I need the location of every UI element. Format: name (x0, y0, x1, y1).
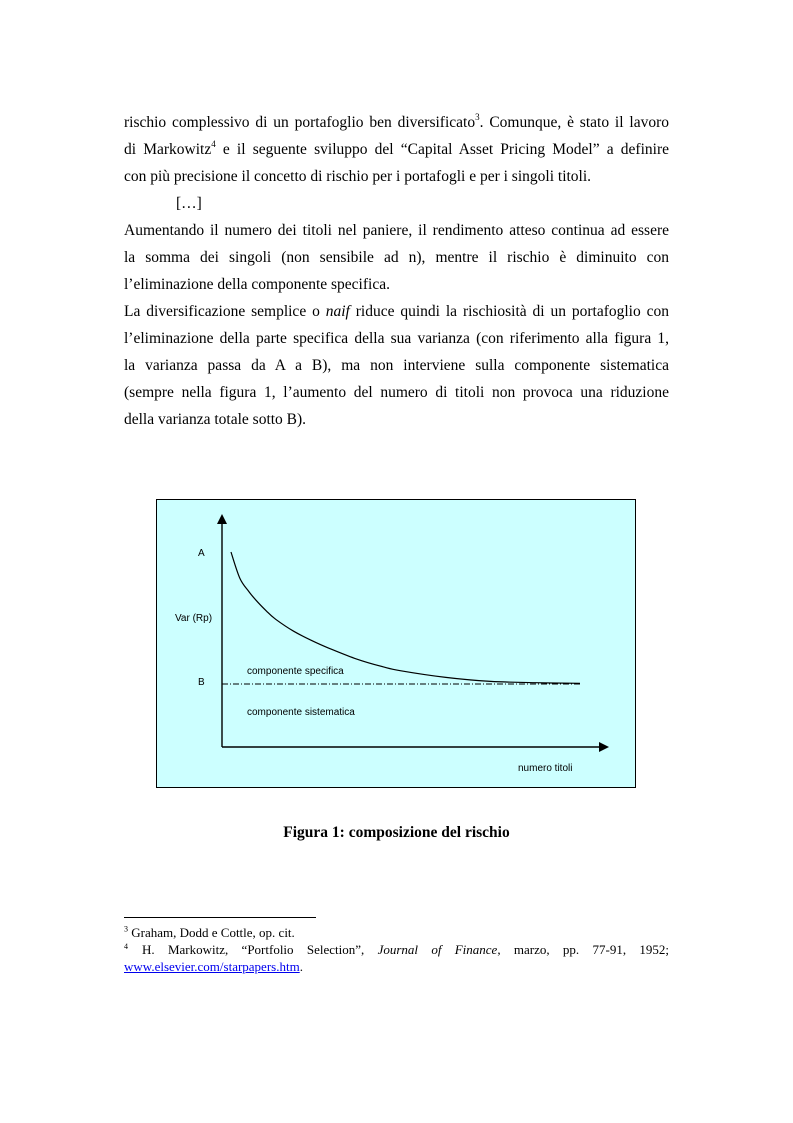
region-label-sistematica: componente sistematica (247, 707, 355, 718)
ellipsis: […] (176, 195, 202, 212)
body-text (124, 109, 669, 433)
footnote-separator (124, 917, 316, 918)
footnote-3: $^3$ Graham, Dodd e Cottle, op. cit. (124, 924, 295, 940)
body-line: di Markowitz$^4$ e il seguente sviluppo del “Capital Asset Pricing Model” a definire (124, 138, 669, 158)
region-label-specifica: componente specifica (247, 666, 344, 677)
body-line: l’eliminazione della parte specifica della sua varianza (con riferimento alla figura 1, (124, 330, 669, 347)
body-line: con più precisione il concetto di rischio per i portafogli e per i singoli titoli. (124, 168, 592, 185)
footnote-ref-4[interactable]: 4 (211, 138, 216, 149)
y-axis-label: Var (Rp) (175, 613, 213, 624)
body-line: della varianza totale sotto B). (124, 411, 307, 428)
chart-canvas (157, 500, 635, 787)
body-line: (sempre nella figura 1, l’aumento del numero di titoli non provoca una riduzione (124, 384, 669, 401)
body-line: Aumentando il numero dei titoli nel paniere, il rendimento atteso continua ad essere (124, 222, 669, 239)
body-line: La diversificazione semplice o naif riduce quindi la rischiosità di un portafoglio con (124, 303, 670, 320)
x-axis-label: numero titoli (518, 763, 573, 774)
footnote-4-cont: www.elsevier.com/starpapers.htm. (124, 959, 303, 974)
figure-caption: Figura 1: composizione del rischio (283, 824, 510, 841)
risk-chart (156, 499, 636, 788)
footnote-4: $^4$ H. Markowitz, “Portfolio Selection”, Journal of Finance, marzo, pp. 77-91, 1952; (124, 941, 669, 957)
variance-curve (231, 552, 580, 683)
y-tick-a: A (198, 548, 205, 559)
footnotes (124, 924, 669, 975)
body-line: rischio complessivo di un portafoglio ben diversificato$^3$. Comunque, è stato il lavoro (124, 111, 670, 131)
footnote-ref-3[interactable]: 3 (475, 111, 480, 122)
y-tick-b: B (198, 677, 205, 688)
footnote-link[interactable]: www.elsevier.com/starpapers.htm (124, 959, 300, 974)
body-line: l’eliminazione della componente specifica. (124, 276, 390, 293)
body-line: la somma dei singoli (non sensibile ad n), mentre il rischio è diminuito con (124, 249, 669, 266)
body-line: la varianza passa da A a B), ma non interviene sulla componente sistematica (124, 357, 669, 374)
